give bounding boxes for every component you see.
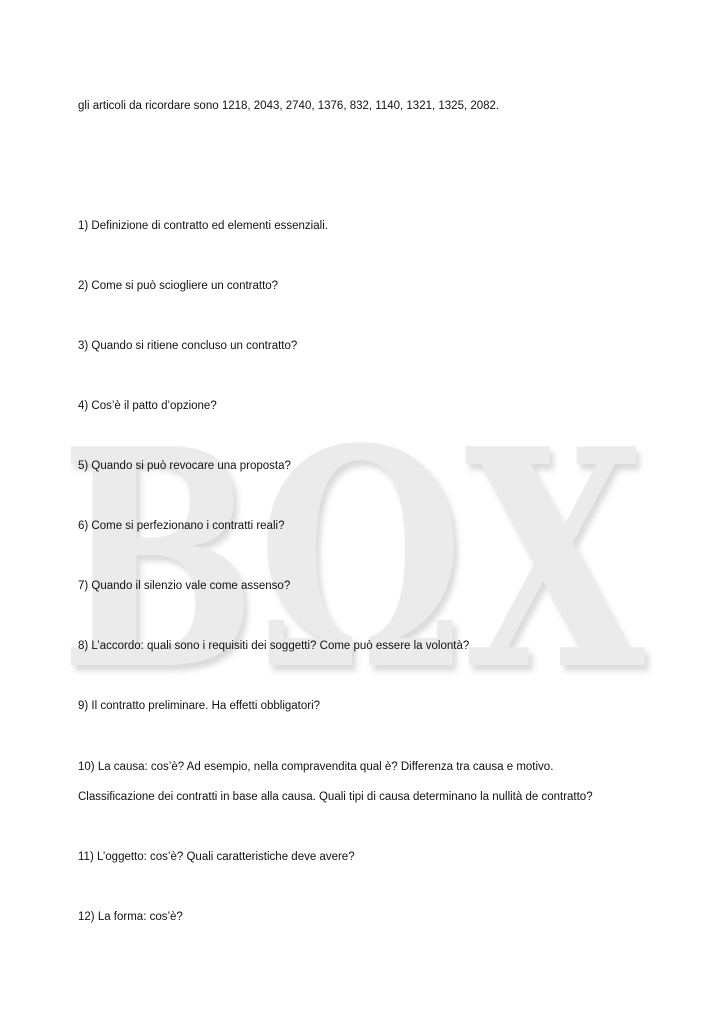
question-10-continued: Classificazione dei contratti in base alla causa. Quali tipi di causa determinano la nullità de contratto? xyxy=(78,791,593,803)
watermark-text: ΒΩΧ xyxy=(60,420,647,720)
question-5: 5) Quando si può revocare una proposta? xyxy=(78,460,291,472)
question-2: 2) Come si può sciogliere un contratto? xyxy=(78,280,279,292)
question-8: 8) L’accordo: quali sono i requisiti dei soggetti? Come può essere la volontà? xyxy=(78,640,470,652)
question-6: 6) Come si perfezionano i contratti reali? xyxy=(78,520,285,532)
question-4: 4) Cos’è il patto d’opzione? xyxy=(78,400,217,412)
question-3: 3) Quando si ritiene concluso un contratto? xyxy=(78,340,298,352)
question-7: 7) Quando il silenzio vale come assenso? xyxy=(78,580,291,592)
question-9: 9) Il contratto preliminare. Ha effetti obbligatori? xyxy=(78,700,321,712)
question-12: 12) La forma: cos’è? xyxy=(78,911,183,923)
question-10: 10) La causa: cos’è? Ad esempio, nella compravendita qual è? Differenza tra causa e motivo. xyxy=(78,761,554,773)
intro-text: gli articoli da ricordare sono 1218, 2043, 2740, 1376, 832, 1140, 1321, 1325, 2082. xyxy=(78,100,500,112)
question-1: 1) Definizione di contratto ed elementi essenziali. xyxy=(78,220,328,232)
question-11: 11) L’oggetto: cos’è? Quali caratteristiche deve avere? xyxy=(78,851,355,863)
